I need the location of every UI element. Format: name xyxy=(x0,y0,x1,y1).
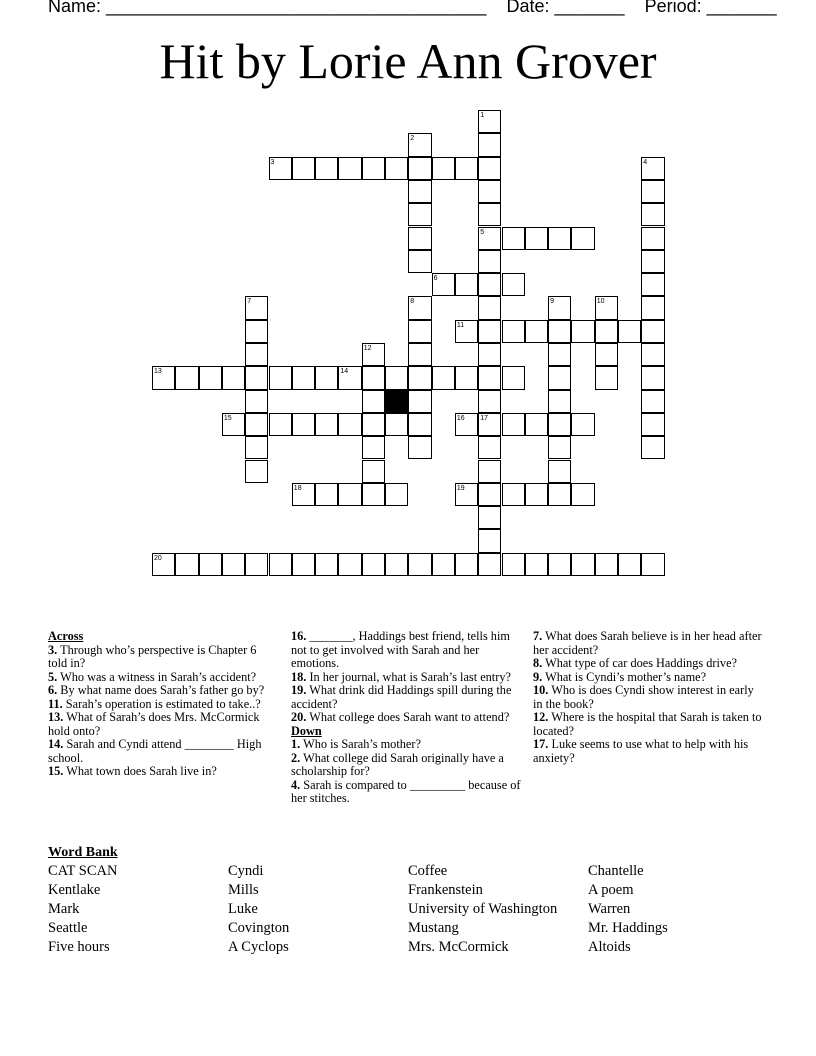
crossword-cell[interactable] xyxy=(269,366,292,389)
crossword-cell[interactable] xyxy=(315,157,338,180)
crossword-cell[interactable] xyxy=(478,460,501,483)
crossword-cell[interactable] xyxy=(502,320,525,343)
crossword-cell[interactable] xyxy=(618,553,641,576)
clue-number-label: 7. xyxy=(533,629,543,643)
crossword-cell[interactable] xyxy=(292,366,315,389)
crossword-cell[interactable] xyxy=(548,320,571,343)
crossword-cell[interactable] xyxy=(502,273,525,296)
crossword-cell[interactable] xyxy=(641,343,664,366)
clue-text: What of Sarah’s does Mrs. McCormick hold onto? xyxy=(48,710,260,738)
clue-number-label: 6. xyxy=(48,683,58,697)
crossword-cell[interactable] xyxy=(548,483,571,506)
crossword-cell[interactable] xyxy=(502,553,525,576)
clue-item xyxy=(533,657,763,671)
crossword-cell[interactable] xyxy=(362,366,385,389)
crossword-cell[interactable] xyxy=(595,366,618,389)
crossword-cell[interactable] xyxy=(269,413,292,436)
crossword-cell[interactable] xyxy=(292,553,315,576)
clue-number-label: 20. xyxy=(291,710,307,724)
crossword-cell[interactable] xyxy=(245,320,268,343)
crossword-cell[interactable] xyxy=(408,227,431,250)
word-bank-item: Mustang xyxy=(408,920,459,936)
crossword-cell[interactable] xyxy=(548,413,571,436)
crossword-cell[interactable] xyxy=(525,227,548,250)
crossword-cell[interactable] xyxy=(245,343,268,366)
clue-number: 15 xyxy=(223,414,232,422)
crossword-cell[interactable] xyxy=(245,390,268,413)
crossword-cell[interactable] xyxy=(548,343,571,366)
crossword-cell[interactable] xyxy=(408,436,431,459)
clue-number: 9 xyxy=(550,298,554,306)
crossword-cell[interactable] xyxy=(432,366,455,389)
clue-number: 16 xyxy=(456,414,465,422)
clue-text: What college does Sarah want to attend? xyxy=(306,710,510,724)
clue-text: Sarah is compared to _________ because of her stitches. xyxy=(291,777,521,805)
crossword-cell[interactable] xyxy=(502,227,525,250)
clues-column-1 xyxy=(48,630,273,779)
crossword-cell[interactable] xyxy=(432,157,455,180)
crossword-cell[interactable] xyxy=(478,273,501,296)
clue-number-label: 8. xyxy=(533,656,543,670)
date-field[interactable]: Date: _______ xyxy=(506,0,625,16)
crossword-cell[interactable] xyxy=(641,366,664,389)
crossword-cell[interactable] xyxy=(641,203,664,226)
clue-number: 10 xyxy=(596,298,605,306)
down-heading: Down xyxy=(291,723,322,738)
clue-number-label: 18. xyxy=(291,669,307,684)
clue-text: In her journal, what is Sarah’s last entry? xyxy=(306,669,511,684)
crossword-cell[interactable] xyxy=(571,413,594,436)
name-field[interactable]: Name: ______________________________________ xyxy=(48,0,487,16)
clue-item xyxy=(48,738,273,765)
clue-item xyxy=(48,698,273,712)
clue-number: 7 xyxy=(247,298,252,306)
word-bank-item: Cyndi xyxy=(228,863,264,879)
crossword-cell[interactable] xyxy=(641,227,664,250)
crossword-cell[interactable] xyxy=(478,436,501,459)
crossword-cell[interactable] xyxy=(292,413,315,436)
crossword-cell[interactable] xyxy=(548,390,571,413)
crossword-cell[interactable] xyxy=(408,157,431,180)
crossword-cell[interactable] xyxy=(245,366,268,389)
clue-item xyxy=(533,684,763,711)
crossword-cell[interactable] xyxy=(408,413,431,436)
crossword-cell[interactable] xyxy=(315,553,338,576)
crossword-cell[interactable] xyxy=(641,553,664,576)
crossword-cell[interactable] xyxy=(175,366,198,389)
page-title: Hit by Lorie Ann Grover xyxy=(159,33,657,89)
crossword-cell[interactable] xyxy=(362,483,385,506)
crossword-cell[interactable] xyxy=(525,320,548,343)
clue-number: 20 xyxy=(154,554,162,562)
crossword-cell[interactable] xyxy=(408,553,431,576)
word-bank-item: A poem xyxy=(588,882,634,898)
clue-text: Who was a witness in Sarah’s accident? xyxy=(57,669,257,684)
clue-text: Through who’s perspective is Chapter 6 told in? xyxy=(48,642,257,670)
crossword-cell[interactable] xyxy=(245,460,268,483)
crossword-cell[interactable] xyxy=(478,133,501,156)
clue-text: Who is Sarah’s mother? xyxy=(300,737,421,751)
word-bank-item: Coffee xyxy=(408,863,448,879)
crossword-cell[interactable] xyxy=(478,553,501,576)
clue-text: Luke seems to use what to help with his anxiety? xyxy=(533,737,749,765)
crossword-cell[interactable] xyxy=(455,366,478,389)
word-bank-item: Altoids xyxy=(588,939,631,955)
word-bank-item: University of Washington xyxy=(408,901,558,917)
crossword-cell[interactable] xyxy=(641,436,664,459)
clue-number-label: 17. xyxy=(533,737,549,751)
crossword-cell[interactable] xyxy=(385,483,408,506)
word-bank-item: Warren xyxy=(588,901,631,917)
crossword-cell[interactable] xyxy=(478,157,501,180)
crossword-cell[interactable] xyxy=(338,483,361,506)
crossword-cell[interactable] xyxy=(618,320,641,343)
clue-item xyxy=(48,684,273,698)
clue-text: What type of car does Haddings drive? xyxy=(542,656,737,670)
clue-number-label: 5. xyxy=(48,669,58,684)
clue-number-label: 12. xyxy=(533,710,549,724)
clue-item xyxy=(291,671,523,685)
word-bank-item: A Cyclops xyxy=(228,939,289,955)
word-bank-item: Five hours xyxy=(48,939,110,955)
clue-text: Who is does Cyndi show interest in early in the book? xyxy=(533,683,754,711)
clue-number: 8 xyxy=(410,298,415,306)
crossword-cell[interactable] xyxy=(245,413,268,436)
crossword-cell[interactable] xyxy=(478,343,501,366)
word-bank-item: Kentlake xyxy=(48,882,101,898)
clue-number: 14 xyxy=(340,368,349,376)
word-bank-item: Mr. Haddings xyxy=(588,920,668,936)
crossword-cell[interactable] xyxy=(362,413,385,436)
clue-item xyxy=(291,752,523,779)
clue-item xyxy=(533,671,763,685)
clue-number: 18 xyxy=(293,484,302,492)
crossword-cell[interactable] xyxy=(641,413,664,436)
word-bank-item: Mrs. McCormick xyxy=(408,939,509,955)
crossword-cell[interactable] xyxy=(478,506,501,529)
clue-number-label: 9. xyxy=(533,669,543,684)
crossword-cell[interactable] xyxy=(571,227,594,250)
crossword-cell[interactable] xyxy=(408,320,431,343)
clue-item xyxy=(291,684,523,711)
clue-text: Sarah and Cyndi attend ________ High school. xyxy=(48,737,262,765)
clue-number-label: 19. xyxy=(291,683,307,697)
crossword-cell[interactable] xyxy=(641,273,664,296)
clue-number-label: 1. xyxy=(291,737,301,751)
crossword-cell[interactable] xyxy=(338,553,361,576)
crossword-cell[interactable] xyxy=(199,553,222,576)
word-bank-item: Mark xyxy=(48,901,80,917)
crossword-cell[interactable] xyxy=(408,343,431,366)
clue-item xyxy=(48,671,273,685)
crossword-cell[interactable] xyxy=(385,413,408,436)
crossword-cell[interactable] xyxy=(548,366,571,389)
clue-number: 12 xyxy=(363,345,372,352)
word-bank-item: Luke xyxy=(228,901,258,917)
clue-number-label: 2. xyxy=(291,750,301,765)
clue-number-label: 4. xyxy=(291,777,301,792)
clue-item xyxy=(533,711,763,738)
crossword-cell[interactable] xyxy=(525,483,548,506)
crossword-cell[interactable] xyxy=(315,483,338,506)
crossword-cell[interactable] xyxy=(571,320,594,343)
crossword-cell[interactable] xyxy=(478,180,501,203)
crossword-cell[interactable] xyxy=(455,273,478,296)
crossword-cell[interactable] xyxy=(408,203,431,226)
crossword-cell[interactable] xyxy=(408,366,431,389)
word-bank-item: CAT SCAN xyxy=(48,863,118,879)
clue-text: By what name does Sarah’s father go by? xyxy=(57,683,265,697)
crossword-cell[interactable] xyxy=(641,180,664,203)
crossword-cell[interactable] xyxy=(222,553,245,576)
crossword-cell[interactable] xyxy=(385,157,408,180)
clue-number-label: 3. xyxy=(48,642,58,657)
clue-item xyxy=(533,630,763,657)
crossword-cell[interactable] xyxy=(571,483,594,506)
word-bank-column xyxy=(48,862,117,957)
clue-number: 11 xyxy=(456,321,465,329)
crossword-cell[interactable] xyxy=(548,227,571,250)
crossword-cell[interactable] xyxy=(362,436,385,459)
crossword-cell[interactable] xyxy=(478,250,501,273)
clue-item xyxy=(291,779,523,806)
crossword-cell[interactable] xyxy=(595,320,618,343)
crossword-cell[interactable] xyxy=(478,203,501,226)
clues-column-2 xyxy=(291,630,523,806)
clue-text: Where is the hospital that Sarah is taken to located? xyxy=(533,710,762,738)
clue-number: 5 xyxy=(480,228,485,236)
clues-column-3 xyxy=(533,630,763,765)
period-field[interactable]: Period: _______ xyxy=(644,0,777,16)
crossword-cell[interactable] xyxy=(269,553,292,576)
clue-text: What college did Sarah originally have a scholarship for? xyxy=(291,750,504,778)
crossword-cell[interactable] xyxy=(595,343,618,366)
word-bank-item: Seattle xyxy=(48,920,88,936)
clue-number: 4 xyxy=(643,158,648,166)
clue-text: What does Sarah believe is in her head after her accident? xyxy=(533,629,762,657)
crossword-cell[interactable] xyxy=(641,250,664,273)
clue-number: 17 xyxy=(480,414,488,422)
clue-number: 1 xyxy=(480,112,485,119)
clue-number-label: 16. xyxy=(291,629,307,643)
clue-number: 3 xyxy=(270,158,275,166)
clue-text: What drink did Haddings spill during the accident? xyxy=(291,683,512,711)
clue-item xyxy=(48,711,273,738)
crossword-cell[interactable] xyxy=(595,553,618,576)
clue-item xyxy=(48,765,273,779)
across-heading: Across xyxy=(48,629,84,643)
clue-text: What is Cyndi’s mother’s name? xyxy=(542,669,707,684)
crossword-cell[interactable] xyxy=(548,553,571,576)
crossword-cell[interactable] xyxy=(478,390,501,413)
clue-number-label: 10. xyxy=(533,683,549,697)
crossword-cell[interactable] xyxy=(175,553,198,576)
crossword-cell[interactable] xyxy=(641,296,664,319)
clue-number-label: 14. xyxy=(48,737,64,751)
crossword-cell[interactable] xyxy=(408,390,431,413)
crossword-cell[interactable] xyxy=(338,157,361,180)
crossword-cell[interactable] xyxy=(502,483,525,506)
word-bank-item: Frankenstein xyxy=(408,882,483,898)
crossword-cell[interactable] xyxy=(199,366,222,389)
word-bank-column xyxy=(228,862,289,957)
clue-item xyxy=(291,630,523,671)
clue-text: _______, Haddings best friend, tells him not to get involved with Sarah and her emotions. xyxy=(291,629,510,670)
crossword-cell[interactable] xyxy=(362,390,385,413)
clue-item xyxy=(533,738,763,765)
crossword-cell[interactable] xyxy=(478,529,501,552)
crossword-cell[interactable] xyxy=(245,436,268,459)
crossword-cell[interactable] xyxy=(478,296,501,319)
crossword-cell[interactable] xyxy=(292,157,315,180)
crossword-cell[interactable] xyxy=(315,413,338,436)
black-cell xyxy=(385,390,408,413)
crossword-cell[interactable] xyxy=(478,483,501,506)
clue-number-label: 15. xyxy=(48,764,64,778)
clue-item xyxy=(291,711,523,725)
crossword-cell[interactable] xyxy=(548,460,571,483)
clue-number-label: 11. xyxy=(48,696,63,711)
crossword-cell[interactable] xyxy=(408,250,431,273)
clue-number: 19 xyxy=(456,484,465,492)
clue-number: 13 xyxy=(154,368,162,376)
clue-number: 2 xyxy=(410,135,415,143)
crossword-cell[interactable] xyxy=(222,366,245,389)
clue-item xyxy=(48,644,273,671)
crossword-cell[interactable] xyxy=(641,320,664,343)
crossword-cell[interactable] xyxy=(571,553,594,576)
crossword-cell[interactable] xyxy=(548,436,571,459)
crossword-cell[interactable] xyxy=(525,553,548,576)
crossword-cell[interactable] xyxy=(338,413,361,436)
crossword-cell[interactable] xyxy=(455,553,478,576)
word-bank-item: Chantelle xyxy=(588,863,644,879)
crossword-cell[interactable] xyxy=(502,366,525,389)
word-bank-column xyxy=(588,862,668,957)
word-bank-item: Covington xyxy=(228,920,290,936)
crossword-cell[interactable] xyxy=(362,460,385,483)
clue-number-label: 13. xyxy=(48,710,64,724)
crossword-cell[interactable] xyxy=(478,320,501,343)
crossword-cell[interactable] xyxy=(315,366,338,389)
crossword-cell[interactable] xyxy=(432,553,455,576)
clue-text: What town does Sarah live in? xyxy=(63,764,217,778)
crossword-cell[interactable] xyxy=(455,157,478,180)
word-bank-column xyxy=(408,862,557,957)
crossword-cell[interactable] xyxy=(408,180,431,203)
clue-text: Sarah’s operation is estimated to take..? xyxy=(62,696,261,711)
crossword-cell[interactable] xyxy=(362,157,385,180)
crossword-cell[interactable] xyxy=(641,390,664,413)
crossword-cell[interactable] xyxy=(525,413,548,436)
crossword-cell[interactable] xyxy=(362,553,385,576)
crossword-cell[interactable] xyxy=(478,366,501,389)
crossword-cell[interactable] xyxy=(385,366,408,389)
crossword-cell[interactable] xyxy=(245,553,268,576)
crossword-cell[interactable] xyxy=(502,413,525,436)
crossword-cell[interactable] xyxy=(385,553,408,576)
clue-item xyxy=(291,738,523,752)
clue-number: 6 xyxy=(433,275,438,283)
word-bank-item: Mills xyxy=(228,882,259,898)
word-bank-title: Word Bank xyxy=(48,845,118,860)
